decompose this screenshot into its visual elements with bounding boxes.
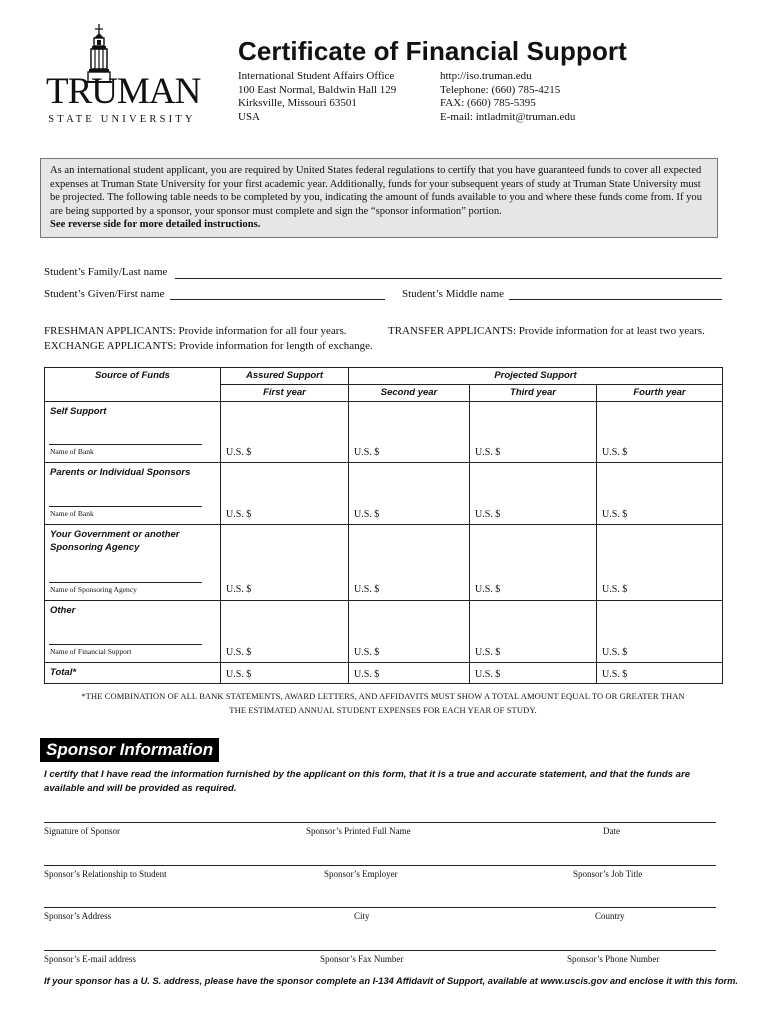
given-name-field[interactable]: [170, 299, 385, 300]
transfer-instruction: TRANSFER APPLICANTS: Provide information for at least two years.: [388, 325, 705, 337]
email-label: Sponsor’s E-mail address: [44, 954, 136, 964]
currency-label: U.S. $: [602, 669, 628, 680]
currency-label: U.S. $: [475, 669, 501, 680]
source-name-label: Name of Financial Support: [50, 647, 132, 656]
totals-note: [44, 689, 722, 717]
amount-cell[interactable]: [470, 601, 597, 663]
currency-label: U.S. $: [226, 669, 252, 680]
header-third-year: Third year: [470, 385, 597, 402]
office-contact: [440, 70, 575, 124]
header-fourth-year: Fourth year: [597, 385, 723, 402]
amount-cell[interactable]: [597, 601, 723, 663]
sponsor-employment-line[interactable]: [44, 865, 716, 866]
office-name: International Student Affairs Office: [238, 70, 395, 82]
currency-label: U.S. $: [475, 584, 501, 595]
office-email[interactable]: E-mail: intladmit@truman.edu: [440, 110, 576, 123]
date-label: Date: [603, 826, 620, 836]
header-source: Source of Funds: [45, 368, 221, 402]
amount-cell[interactable]: [221, 402, 349, 463]
amount-cell[interactable]: [597, 525, 723, 601]
currency-label: U.S. $: [602, 509, 628, 520]
source-name-label: Name of Bank: [50, 509, 94, 518]
currency-label: U.S. $: [226, 509, 252, 520]
currency-label: U.S. $: [602, 447, 628, 458]
page-title: Certificate of Financial Support: [238, 36, 627, 66]
logo-wordmark: TRUMAN: [46, 71, 201, 112]
total-amount-cell[interactable]: [349, 663, 470, 684]
total-cell: [45, 663, 221, 684]
exchange-instruction: EXCHANGE APPLICANTS: Provide information for length of exchange.: [44, 340, 373, 352]
table-row: [45, 601, 723, 663]
currency-label: U.S. $: [354, 647, 380, 658]
amount-cell[interactable]: [349, 402, 470, 463]
amount-cell[interactable]: [470, 402, 597, 463]
bank-name-field[interactable]: [49, 506, 202, 507]
currency-label: U.S. $: [475, 447, 501, 458]
sponsor-signature-line[interactable]: [44, 822, 716, 823]
currency-label: U.S. $: [226, 447, 252, 458]
middle-name-field[interactable]: [509, 299, 722, 300]
sponsor-contact-line[interactable]: [44, 950, 716, 951]
sponsor-address-line[interactable]: [44, 907, 716, 908]
source-title: Self Support: [50, 406, 107, 417]
office-country: USA: [238, 110, 261, 123]
currency-label: U.S. $: [602, 647, 628, 658]
office-telephone: Telephone: (660) 785-4215: [440, 83, 561, 96]
notice-bold: See reverse side for more detailed instructions.: [50, 219, 261, 230]
family-name-label: Student’s Family/Last name: [44, 266, 168, 278]
table-row: [45, 463, 723, 525]
source-title: Parents or Individual Sponsors: [50, 467, 191, 478]
affidavit-footer: If your sponsor has a U. S. address, please have the sponsor complete an I-134 Affidavit of Support, available at www.uscis.gov and enclose it with this form.: [44, 976, 738, 986]
office-address: [238, 70, 396, 124]
given-name-label: Student’s Given/First name: [44, 288, 165, 300]
total-label: Total*: [50, 667, 77, 678]
office-city: Kirksville, Missouri 63501: [238, 97, 357, 109]
source-cell: [45, 402, 221, 463]
phone-label: Sponsor’s Phone Number: [567, 954, 660, 964]
source-title: Your Government or another Sponsoring Agency: [50, 529, 180, 553]
amount-cell[interactable]: [221, 601, 349, 663]
currency-label: U.S. $: [602, 584, 628, 595]
instructions-notice: [40, 158, 718, 238]
source-cell: [45, 525, 221, 601]
amount-cell[interactable]: [349, 463, 470, 525]
freshman-instruction: FRESHMAN APPLICANTS: Provide information for all four years.: [44, 325, 347, 337]
source-title: Other: [50, 605, 76, 616]
note-line-2: THE ESTIMATED ANNUAL STUDENT EXPENSES FOR EACH YEAR OF STUDY.: [229, 705, 537, 715]
currency-label: U.S. $: [226, 584, 252, 595]
fax-label: Sponsor’s Fax Number: [320, 954, 404, 964]
table-row: [45, 402, 723, 463]
relationship-label: Sponsor’s Relationship to Student: [44, 869, 167, 879]
total-amount-cell[interactable]: [470, 663, 597, 684]
office-street: 100 East Normal, Baldwin Hall 129: [238, 83, 397, 96]
currency-label: U.S. $: [475, 647, 501, 658]
amount-cell[interactable]: [470, 463, 597, 525]
currency-label: U.S. $: [354, 447, 380, 458]
currency-label: U.S. $: [226, 647, 252, 658]
table-row: [45, 525, 723, 601]
currency-label: U.S. $: [354, 584, 380, 595]
city-label: City: [354, 911, 370, 921]
source-cell: [45, 463, 221, 525]
middle-name-label: Student’s Middle name: [402, 288, 505, 300]
amount-cell[interactable]: [597, 402, 723, 463]
amount-cell[interactable]: [349, 601, 470, 663]
agency-name-field[interactable]: [49, 582, 202, 583]
header-second-year: Second year: [349, 385, 470, 402]
amount-cell[interactable]: [221, 463, 349, 525]
country-label: Country: [595, 911, 625, 921]
signature-label: Signature of Sponsor: [44, 826, 120, 836]
currency-label: U.S. $: [354, 669, 380, 680]
employer-label: Sponsor’s Employer: [324, 869, 398, 879]
total-row: [45, 663, 723, 684]
financial-support-name-field[interactable]: [49, 644, 202, 645]
office-fax: FAX: (660) 785-5395: [440, 97, 536, 109]
printed-name-label: Sponsor’s Printed Full Name: [306, 826, 411, 836]
office-url[interactable]: http://iso.truman.edu: [440, 70, 532, 82]
total-amount-cell[interactable]: [221, 663, 349, 684]
amount-cell[interactable]: [221, 525, 349, 601]
amount-cell[interactable]: [597, 463, 723, 525]
total-amount-cell[interactable]: [597, 663, 723, 684]
header-assured: Assured Support: [221, 368, 349, 385]
source-name-label: Name of Bank: [50, 447, 94, 456]
amount-cell[interactable]: [470, 525, 597, 601]
source-name-label: Name of Sponsoring Agency: [50, 585, 137, 594]
sponsor-certification: I certify that I have read the information furnished by the applicant on this form, that it is a true and accurate statement, and that the funds are available and will be provided as required.: [44, 769, 691, 794]
currency-label: U.S. $: [354, 509, 380, 520]
address-label: Sponsor’s Address: [44, 911, 112, 921]
header-projected: Projected Support: [349, 368, 723, 385]
sponsor-heading: Sponsor Information: [40, 738, 219, 762]
family-name-field[interactable]: [175, 278, 722, 279]
notice-text: As an international student applicant, you are required by United States federal regulations to certify that you have guaranteed funds to cover all expected expenses at Truman State University for your first academic year. Additionally, funds for your subsequent years of study at Truman State University must be projected. The following table needs to be completed by you, indicating the amount of funds available to you and where these funds come from. If you are being supported by a sponsor, your sponsor must complete and sign the “sponsor information” portion.: [50, 165, 703, 217]
logo-subtitle: STATE UNIVERSITY: [48, 114, 196, 125]
source-cell: [45, 601, 221, 663]
currency-label: U.S. $: [475, 509, 501, 520]
bank-name-field[interactable]: [49, 444, 202, 445]
amount-cell[interactable]: [349, 525, 470, 601]
job-title-label: Sponsor’s Job Title: [573, 869, 643, 879]
header-first-year: First year: [221, 385, 349, 402]
note-line-1: *THE COMBINATION OF ALL BANK STATEMENTS, AWARD LETTERS, AND AFFIDAVITS MUST SHOW A TOTAL AMOUNT EQUAL TO OR GREATER THAN: [81, 691, 685, 701]
funds-table: [44, 367, 723, 684]
